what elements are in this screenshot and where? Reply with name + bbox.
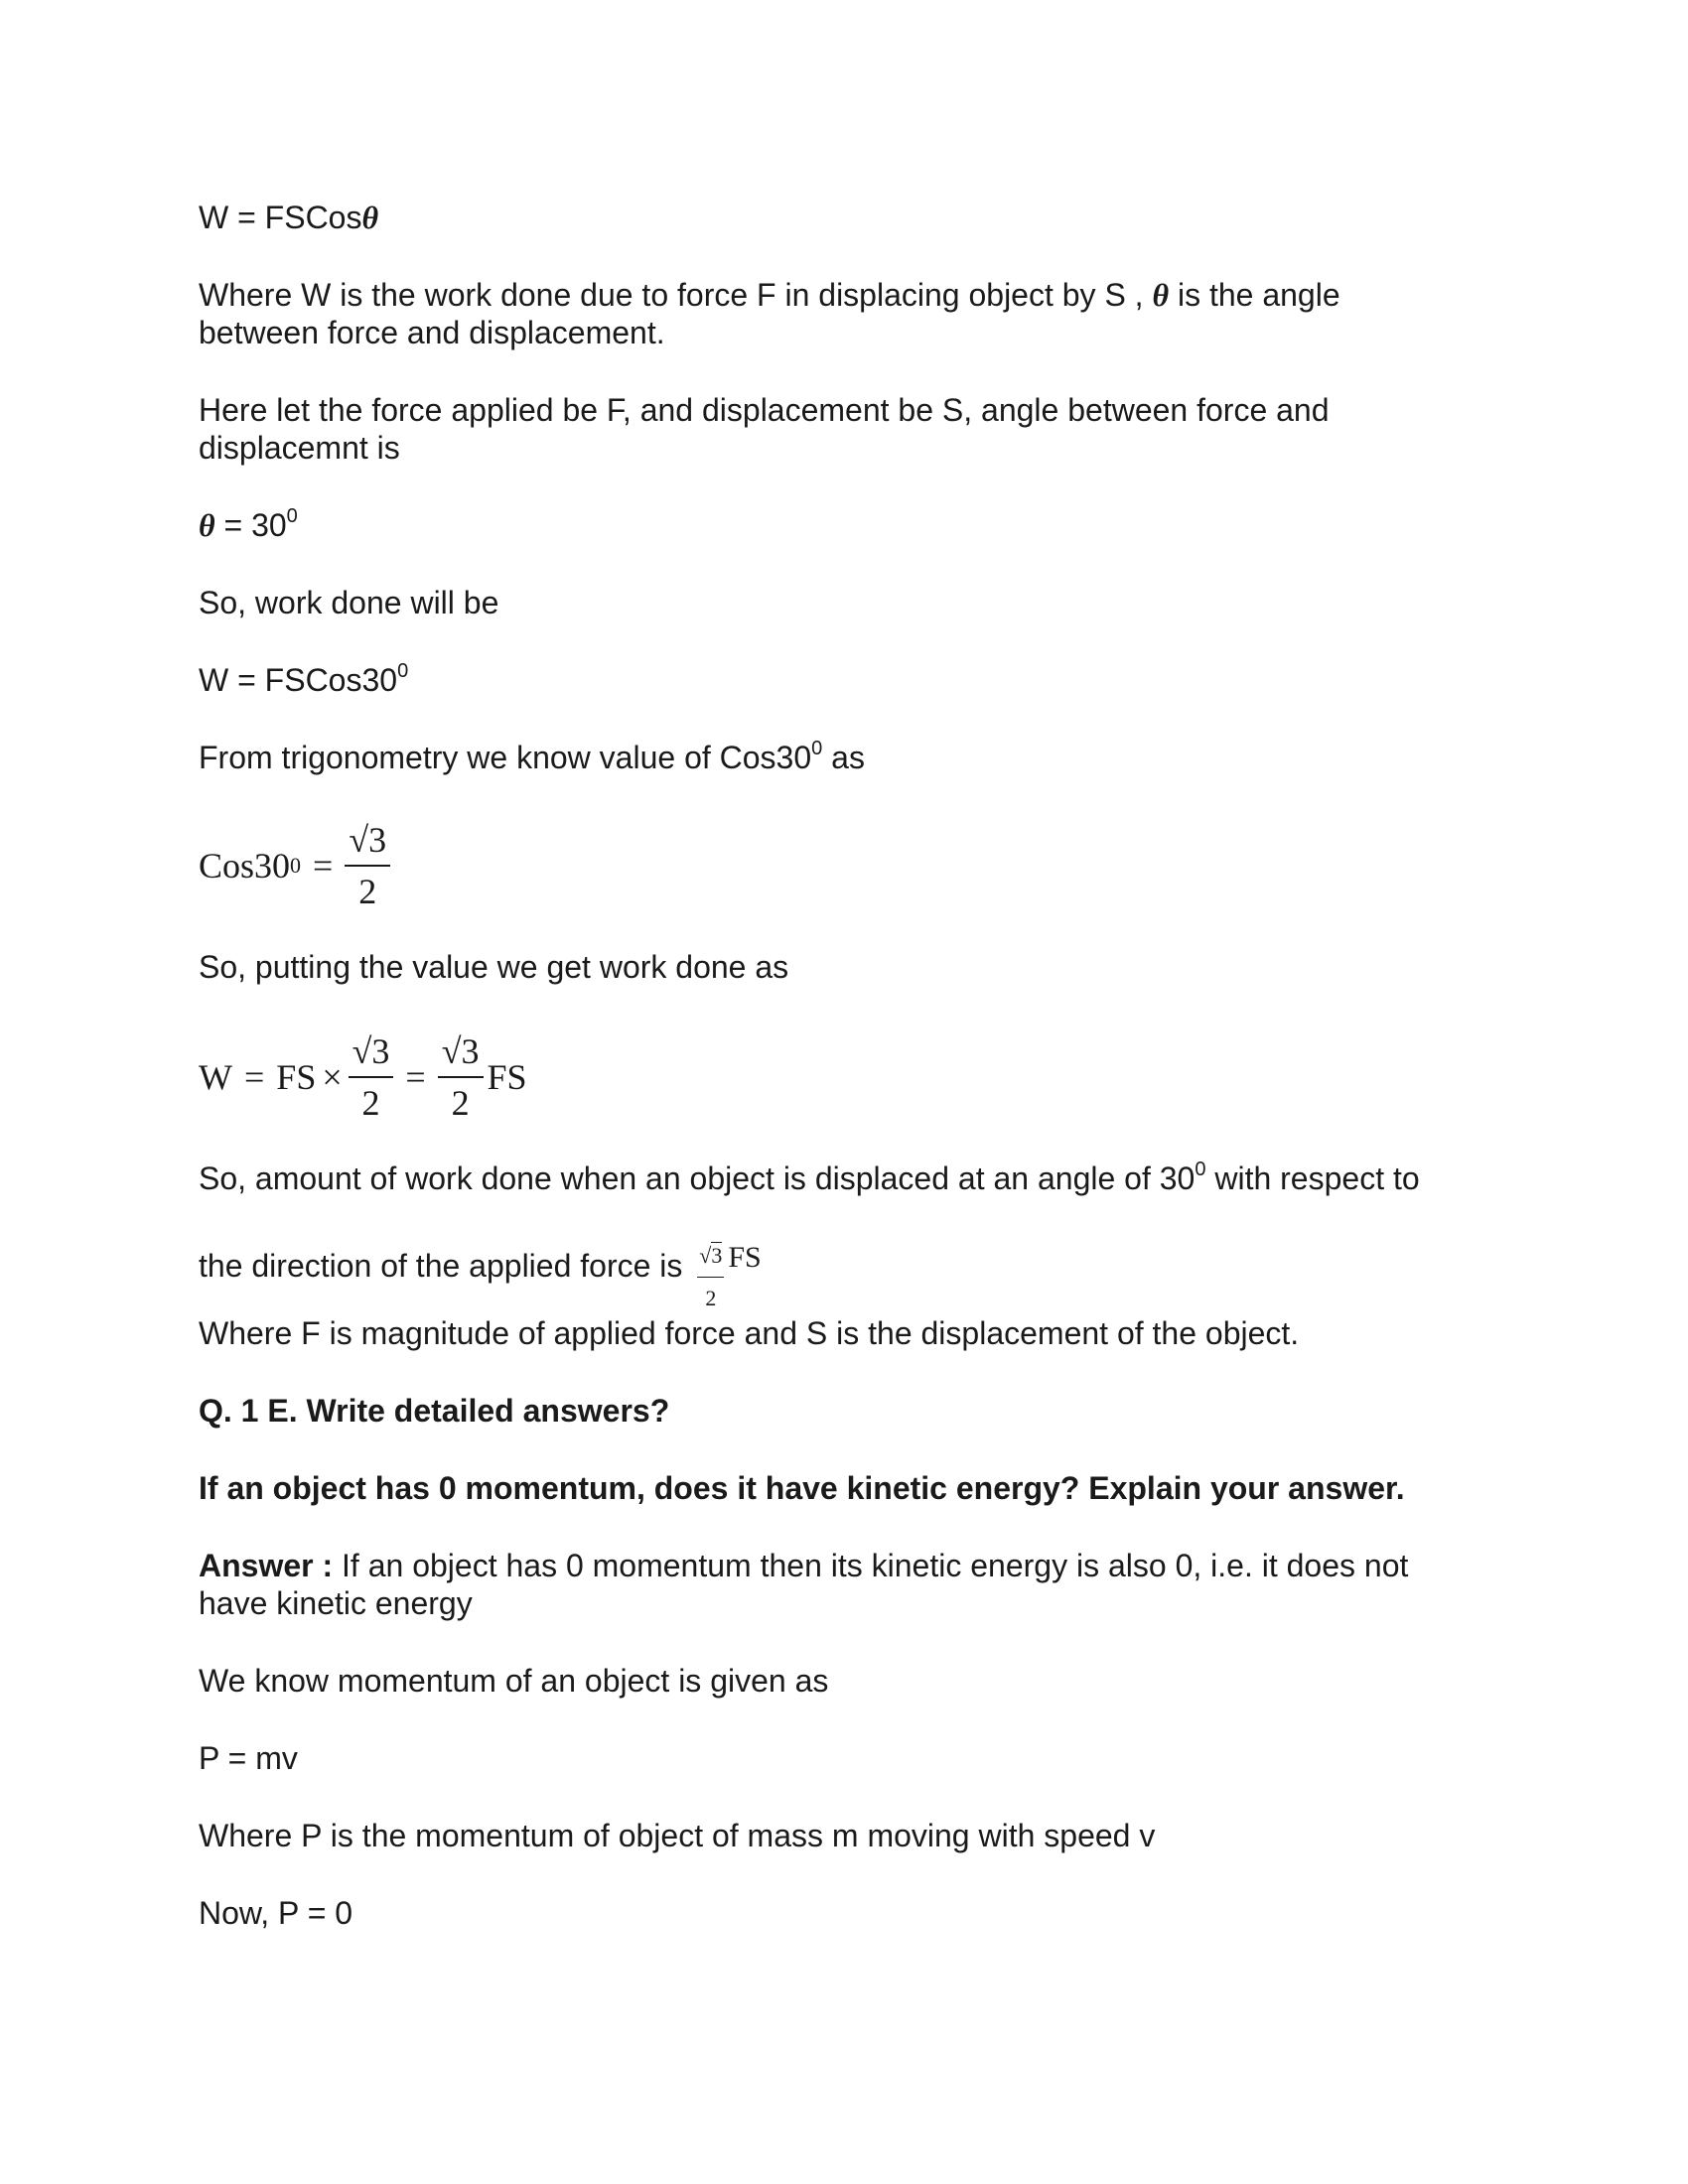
conclusion-line-2 xyxy=(199,1237,762,1317)
trig-intro-text-a: From trigonometry we know value of Cos30 xyxy=(199,740,812,775)
conclusion-text-a: So, amount of work done when an object is displaced at an angle of 30 xyxy=(199,1160,1196,1196)
fs-term: FS xyxy=(487,1057,527,1097)
substitution-intro: So, putting the value we get work done as xyxy=(199,949,789,985)
momentum-zero: Now, P = 0 xyxy=(199,1895,353,1931)
angle-value xyxy=(199,506,298,544)
cos30-equation: Cos30 0 = $\frac{√3}{2}$ xyxy=(199,816,390,915)
theta-symbol: θ xyxy=(361,200,379,235)
angle-value-text: = 30 xyxy=(223,507,287,543)
radicand: 3 xyxy=(711,1243,723,1268)
fraction-denominator: 2 xyxy=(451,1083,470,1123)
equals-sign: = xyxy=(405,1057,426,1097)
cos30-label: Cos30 xyxy=(199,846,291,886)
fraction-numerator xyxy=(345,819,390,867)
fraction-denominator: 2 xyxy=(361,1083,380,1123)
momentum-formula: P = mv xyxy=(199,1740,298,1776)
momentum-definition: Where P is the momentum of object of mass m moving with speed v xyxy=(199,1818,1156,1853)
degree-mark: 0 xyxy=(811,738,823,759)
radicand: 3 xyxy=(368,820,387,860)
definition-line-1 xyxy=(199,276,1340,314)
question-text: If an object has 0 momentum, does it have kinetic energy? Explain your answer. xyxy=(199,1470,1405,1506)
trig-intro xyxy=(199,739,865,776)
root3-over-2-fraction xyxy=(349,1030,394,1124)
trig-intro-text-b: as xyxy=(831,740,865,775)
answer-line-1 xyxy=(199,1547,1408,1584)
work-formula-text: W = FSCos xyxy=(199,200,362,235)
work-result-equation xyxy=(199,1023,527,1132)
radicand: 3 xyxy=(371,1031,390,1071)
conclusion-line-1 xyxy=(199,1160,1420,1197)
answer-line-2: have kinetic energy xyxy=(199,1585,473,1621)
definition-text-b: is the angle xyxy=(1177,277,1340,313)
work-formula xyxy=(199,199,378,236)
fraction-denominator: 2 xyxy=(358,872,377,911)
sqrt-sign: √ xyxy=(441,1031,462,1071)
equals-sign: = xyxy=(313,846,334,886)
fs-term: FS xyxy=(728,1241,762,1274)
work-cos30-text: W = FSCos30 xyxy=(199,662,398,698)
setup-line-2: displacemnt is xyxy=(199,430,400,466)
theta-symbol: θ xyxy=(199,507,215,543)
sqrt-sign: √ xyxy=(699,1243,712,1268)
degree-mark: 0 xyxy=(1195,1159,1206,1180)
work-symbol: W xyxy=(199,1057,232,1097)
times-sign: × xyxy=(322,1057,343,1097)
definition-text-a: Where W is the work done due to force F in displacing object by S , xyxy=(199,277,1144,313)
fraction-numerator xyxy=(697,1237,724,1278)
momentum-intro: We know momentum of an object is given as xyxy=(199,1663,829,1699)
fs-term: FS xyxy=(276,1057,317,1097)
fraction-numerator xyxy=(438,1030,484,1078)
conclusion-line-3: Where F is magnitude of applied force and S is the displacement of the object. xyxy=(199,1315,1300,1351)
definition-line-2: between force and displacement. xyxy=(199,315,665,350)
work-intro: So, work done will be xyxy=(199,585,499,620)
fraction-denominator: 2 xyxy=(705,1286,717,1310)
root3-over-2-fraction xyxy=(438,1030,484,1124)
setup-line-1: Here let the force applied be F, and displacement be S, angle between force and xyxy=(199,392,1330,428)
degree-mark: 0 xyxy=(286,505,298,527)
fraction-numerator xyxy=(349,1030,394,1078)
work-cos30 xyxy=(199,661,408,699)
radicand: 3 xyxy=(461,1031,480,1071)
conclusion-text-c: the direction of the applied force is xyxy=(199,1248,683,1284)
theta-symbol: θ xyxy=(1152,277,1170,313)
conclusion-text-b: with respect to xyxy=(1214,1160,1420,1196)
answer-text: If an object has 0 momentum then its kinetic energy is also 0, i.e. it does not xyxy=(342,1548,1409,1583)
small-root3-over-2-fraction xyxy=(697,1237,724,1317)
answer-label: Answer : xyxy=(199,1548,334,1583)
question-heading: Q. 1 E. Write detailed answers? xyxy=(199,1393,670,1429)
sqrt-sign: √ xyxy=(349,820,369,860)
degree-mark: 0 xyxy=(397,660,409,682)
root3-over-2-fraction xyxy=(345,819,390,912)
equals-sign: = xyxy=(243,1057,265,1097)
sqrt-sign: √ xyxy=(352,1031,372,1071)
